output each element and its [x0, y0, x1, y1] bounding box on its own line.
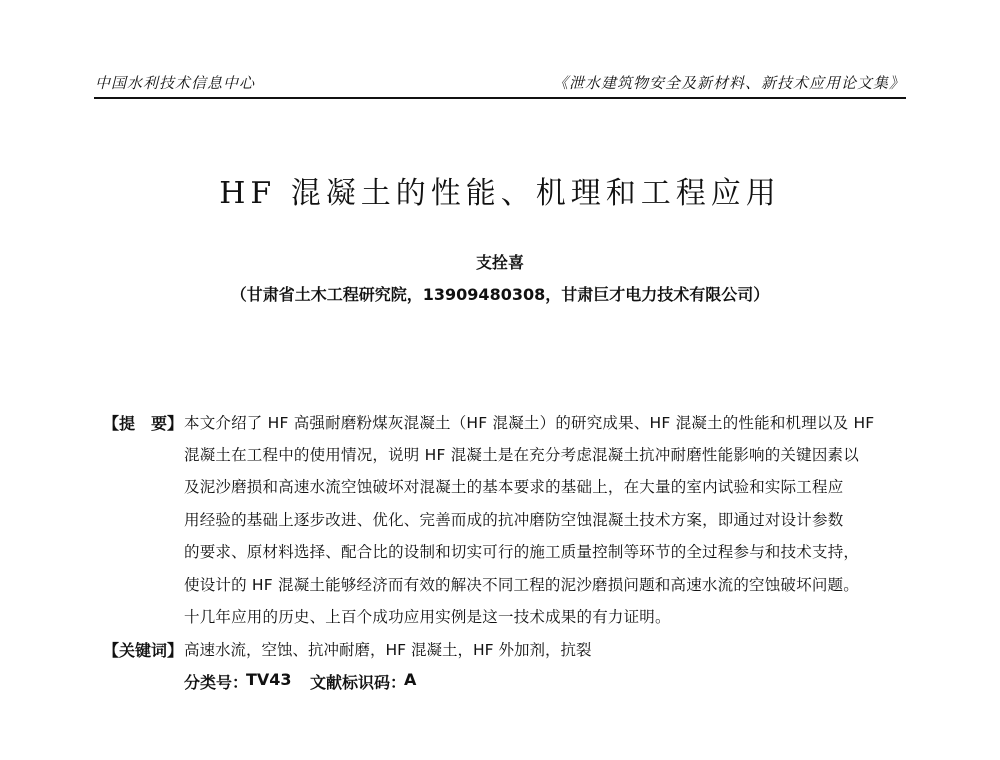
- author-affiliation: （甘肃省土木工程研究院，13909480308，甘肃巨才电力技术有限公司）: [230, 285, 770, 304]
- paper-title: HF 混凝土的性能、机理和工程应用: [219, 176, 781, 211]
- keywords-label: 【关键词】: [103, 641, 184, 660]
- document-code-value: A: [404, 670, 417, 689]
- document-code-label: 文献标识码：: [310, 673, 407, 692]
- header-divider: [94, 97, 906, 99]
- classification-number-value: TV43: [246, 670, 292, 689]
- running-header-left: 中国水利技术信息中心: [95, 74, 256, 92]
- author-name: 支拴喜: [475, 253, 524, 272]
- keywords-text: 高速水流，空蚀、抗冲耐磨，HF 混凝土，HF 外加剂，抗裂: [184, 641, 592, 659]
- abstract-line: 的要求、原材料选择、配合比的设制和切实可行的施工质量控制等环节的全过程参与和技术支持，: [184, 543, 860, 561]
- running-header-right: 《泄水建筑物安全及新材料、新技术应用论文集》: [552, 74, 905, 92]
- abstract-line: 本文介绍了 HF 高强耐磨粉煤灰混凝土（HF 混凝土）的研究成果、HF 混凝土的性能和机理以及 HF: [184, 414, 875, 432]
- abstract-line: 使设计的 HF 混凝土能够经济而有效的解决不同工程的泥沙磨损问题和高速水流的空蚀破坏问题。: [184, 576, 859, 594]
- abstract-line: 混凝土在工程中的使用情况，说明 HF 混凝土是在充分考虑混凝土抗冲耐磨性能影响的关键因素以: [184, 446, 859, 464]
- abstract-label: 【提 要】: [103, 414, 184, 433]
- abstract-line: 十几年应用的历史、上百个成功应用实例是这一技术成果的有力证明。: [184, 608, 671, 626]
- abstract-line: 用经验的基础上逐步改进、优化、完善而成的抗冲磨防空蚀混凝土技术方案，即通过对设计参数: [184, 511, 844, 529]
- abstract-line: 及泥沙磨损和高速水流空蚀破坏对混凝土的基本要求的基础上，在大量的室内试验和实际工程应: [184, 478, 844, 496]
- classification-number-label: 分类号：: [184, 673, 249, 692]
